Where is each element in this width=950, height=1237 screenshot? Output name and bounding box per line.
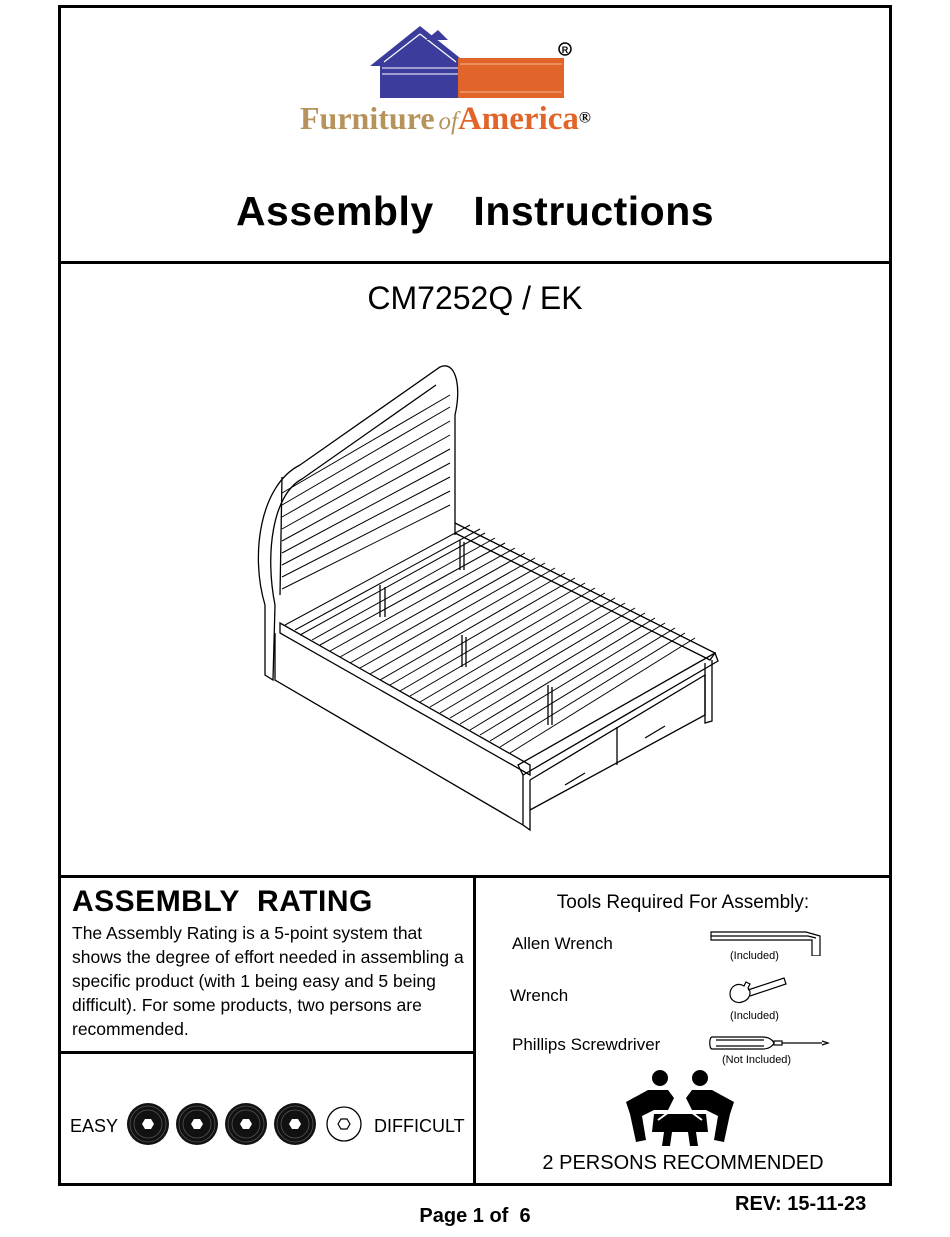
rating-heading: ASSEMBLY RATING	[72, 885, 373, 918]
document-title: Assembly Instructions	[235, 188, 715, 234]
rating-dot-filled	[127, 1103, 169, 1145]
rating-dot-filled	[225, 1103, 267, 1145]
screwdriver-icon	[708, 1033, 832, 1053]
tool-note: (Included)	[730, 1010, 779, 1022]
brand-text: Furniture	[300, 100, 435, 136]
brand-text: America	[457, 101, 579, 137]
tool-note: (Included)	[730, 950, 779, 962]
model-number: CM7252Q / EK	[367, 280, 583, 316]
tool-note: (Not Included)	[722, 1054, 792, 1066]
easy-label: EASY	[70, 1116, 119, 1136]
revision-label: REV: 15-11-23	[735, 1193, 867, 1215]
brand-text: of	[438, 108, 458, 135]
tool-name: Allen Wrench	[512, 934, 613, 953]
rating-description: The Assembly Rating is a 5-point system that shows the degree of effort needed in assembling a specific product (with 1 being easy and 5 being difficult). For some products, two persons are recommended.	[72, 923, 464, 1039]
page-number: Page 1 of 6	[419, 1205, 531, 1227]
divider	[58, 1051, 476, 1054]
rating-dot-filled	[274, 1103, 316, 1145]
wrench-icon	[728, 974, 788, 1006]
registered-mark: ®	[578, 109, 591, 127]
tools-heading: Tools Required For Assembly:	[556, 892, 810, 913]
difficult-label: DIFFICULT	[374, 1116, 465, 1136]
brand-name	[300, 100, 591, 138]
divider	[58, 261, 892, 264]
persons-recommended: 2 PERSONS RECOMMENDED	[542, 1152, 824, 1174]
divider	[473, 875, 476, 1186]
two-persons-icon	[624, 1068, 736, 1148]
tool-name: Phillips Screwdriver	[512, 1035, 661, 1054]
rating-dot-filled	[176, 1103, 218, 1145]
rating-dot-empty	[327, 1107, 361, 1141]
bed-illustration	[240, 355, 720, 835]
svg-text:R: R	[561, 45, 569, 55]
company-logo	[368, 22, 578, 102]
tool-name: Wrench	[510, 986, 569, 1005]
rating-scale	[126, 1102, 370, 1150]
